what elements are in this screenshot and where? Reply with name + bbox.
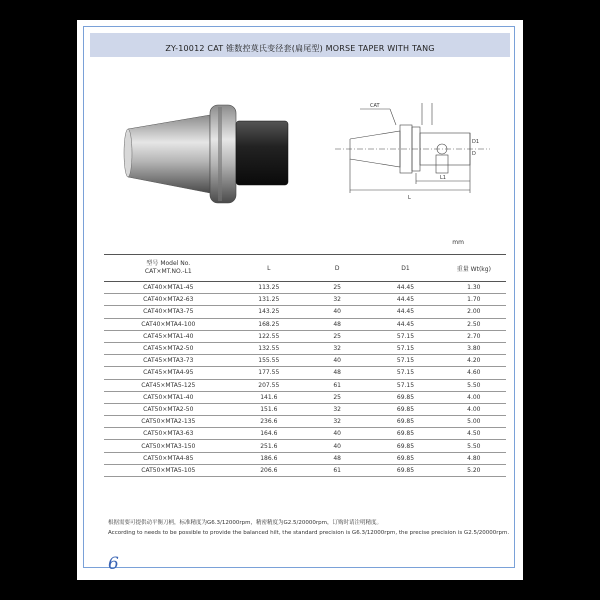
table-row	[104, 428, 506, 440]
col-weight-cn: 重量	[456, 265, 469, 273]
cell-d1: 69.85	[369, 440, 441, 452]
cell-d1: 44.45	[369, 294, 441, 306]
cell-d: 61	[305, 464, 369, 476]
col-weight-en: Wt(kg)	[470, 265, 491, 273]
cell-d1: 44.45	[369, 306, 441, 318]
cell-model: CAT50×MTA2-50	[104, 403, 233, 415]
cell-l: 207.55	[233, 379, 305, 391]
unit-label: mm	[452, 239, 464, 246]
cell-l: 113.25	[233, 282, 305, 294]
cell-d1: 57.15	[369, 342, 441, 354]
col-l: L	[233, 255, 305, 282]
cell-l: 155.55	[233, 355, 305, 367]
cell-d1: 57.15	[369, 355, 441, 367]
cell-model: CAT45×MTA1-40	[104, 330, 233, 342]
technical-drawing	[330, 95, 505, 215]
cell-d1: 69.85	[369, 428, 441, 440]
page-title: ZY-10012 CAT 锥数控莫氏变径套(扁尾型) MORSE TAPER WITH TANG	[165, 44, 435, 53]
col-model-cn: 型号	[146, 260, 159, 267]
cell-l: 177.55	[233, 367, 305, 379]
cell-d1: 69.85	[369, 391, 441, 403]
cell-weight: 4.80	[442, 452, 506, 464]
col-weight	[442, 255, 506, 282]
cell-model: CAT50×MTA4-85	[104, 452, 233, 464]
col-model-en: Model No.	[160, 260, 191, 267]
cell-weight: 2.50	[442, 318, 506, 330]
table-row	[104, 403, 506, 415]
cell-d: 40	[305, 355, 369, 367]
cell-l: 168.25	[233, 318, 305, 330]
cell-d1: 44.45	[369, 282, 441, 294]
cell-d: 48	[305, 318, 369, 330]
cell-l: 251.6	[233, 440, 305, 452]
cell-d: 40	[305, 440, 369, 452]
footnote-cn: 根据需要可提供动平衡刀柄，标准精度为G6.3/12000rpm，精密精度为G2.5/20000rpm，订购时请注明精度。	[108, 520, 382, 526]
table-row	[104, 391, 506, 403]
cell-d: 32	[305, 403, 369, 415]
table-row	[104, 330, 506, 342]
cell-weight: 1.30	[442, 282, 506, 294]
col-model	[104, 255, 233, 282]
table-row	[104, 342, 506, 354]
cell-model: CAT45×MTA5-125	[104, 379, 233, 391]
cell-weight: 4.60	[442, 367, 506, 379]
col-d1: D1	[369, 255, 441, 282]
cell-weight: 5.50	[442, 440, 506, 452]
cell-weight: 5.50	[442, 379, 506, 391]
cell-l: 132.55	[233, 342, 305, 354]
cell-model: CAT50×MTA2-135	[104, 416, 233, 428]
cell-weight: 4.50	[442, 428, 506, 440]
cell-weight: 5.00	[442, 416, 506, 428]
footnote	[108, 518, 518, 538]
cell-d: 48	[305, 452, 369, 464]
cell-model: CAT40×MTA4-100	[104, 318, 233, 330]
table-row	[104, 355, 506, 367]
table-row	[104, 306, 506, 318]
table-row	[104, 440, 506, 452]
cell-d: 25	[305, 391, 369, 403]
product-photo	[100, 77, 300, 227]
cell-weight: 1.70	[442, 294, 506, 306]
cell-d: 32	[305, 294, 369, 306]
table-row	[104, 379, 506, 391]
table-row	[104, 452, 506, 464]
page-number: 6	[108, 554, 119, 574]
table-row	[104, 367, 506, 379]
cell-model: CAT40×MTA2-63	[104, 294, 233, 306]
table-header-row	[104, 255, 506, 282]
drawing-label-d: D	[472, 151, 476, 157]
cell-weight: 4.00	[442, 391, 506, 403]
cell-model: CAT50×MTA3-63	[104, 428, 233, 440]
page-frame	[83, 26, 515, 574]
cell-weight: 5.20	[442, 464, 506, 476]
cell-d: 32	[305, 416, 369, 428]
table-row	[104, 318, 506, 330]
cell-model: CAT45×MTA2-50	[104, 342, 233, 354]
header-band	[90, 33, 510, 57]
cell-model: CAT45×MTA4-95	[104, 367, 233, 379]
cell-d1: 57.15	[369, 367, 441, 379]
cell-model: CAT45×MTA3-73	[104, 355, 233, 367]
col-model-sub: CAT×MT.NO.-L1	[144, 268, 192, 275]
table-row	[104, 294, 506, 306]
cell-d: 32	[305, 342, 369, 354]
catalog-page	[77, 20, 523, 580]
table-row	[104, 464, 506, 476]
cell-d1: 44.45	[369, 318, 441, 330]
col-d: D	[305, 255, 369, 282]
cell-d1: 69.85	[369, 403, 441, 415]
cell-d1: 69.85	[369, 464, 441, 476]
drawing-label-l: L	[408, 195, 411, 201]
cell-l: 143.25	[233, 306, 305, 318]
spec-table	[104, 254, 506, 477]
cell-d1: 57.15	[369, 330, 441, 342]
cell-l: 131.25	[233, 294, 305, 306]
drawing-label-cat: CAT	[370, 103, 380, 109]
cell-weight: 2.70	[442, 330, 506, 342]
drawing-label-d1: D1	[472, 139, 480, 145]
cell-d1: 69.85	[369, 452, 441, 464]
cell-weight: 4.20	[442, 355, 506, 367]
cell-weight: 3.80	[442, 342, 506, 354]
cell-d: 48	[305, 367, 369, 379]
cell-d1: 69.85	[369, 416, 441, 428]
table-row	[104, 282, 506, 294]
drawing-label-l1: L1	[440, 175, 446, 181]
cell-model: CAT40×MTA3-75	[104, 306, 233, 318]
product-illustration-panel	[90, 57, 510, 247]
cell-model: CAT50×MTA5-105	[104, 464, 233, 476]
cell-d: 25	[305, 330, 369, 342]
cell-d: 25	[305, 282, 369, 294]
cell-model: CAT40×MTA1-45	[104, 282, 233, 294]
cell-d: 40	[305, 428, 369, 440]
cell-d: 61	[305, 379, 369, 391]
footnote-en: According to needs to be possible to provide the balanced hilt, the standard precision is G6.3/12000rpm, the precise precision is G2.5/20000rpm.	[108, 530, 510, 536]
cell-model: CAT50×MTA3-150	[104, 440, 233, 452]
cell-weight: 2.00	[442, 306, 506, 318]
cell-weight: 4.00	[442, 403, 506, 415]
cell-d1: 57.15	[369, 379, 441, 391]
cell-model: CAT50×MTA1-40	[104, 391, 233, 403]
table-row	[104, 416, 506, 428]
cell-l: 206.6	[233, 464, 305, 476]
cell-d: 40	[305, 306, 369, 318]
cell-l: 122.55	[233, 330, 305, 342]
cell-l: 141.6	[233, 391, 305, 403]
cell-l: 151.6	[233, 403, 305, 415]
cell-l: 164.6	[233, 428, 305, 440]
cell-l: 236.6	[233, 416, 305, 428]
cell-l: 186.6	[233, 452, 305, 464]
